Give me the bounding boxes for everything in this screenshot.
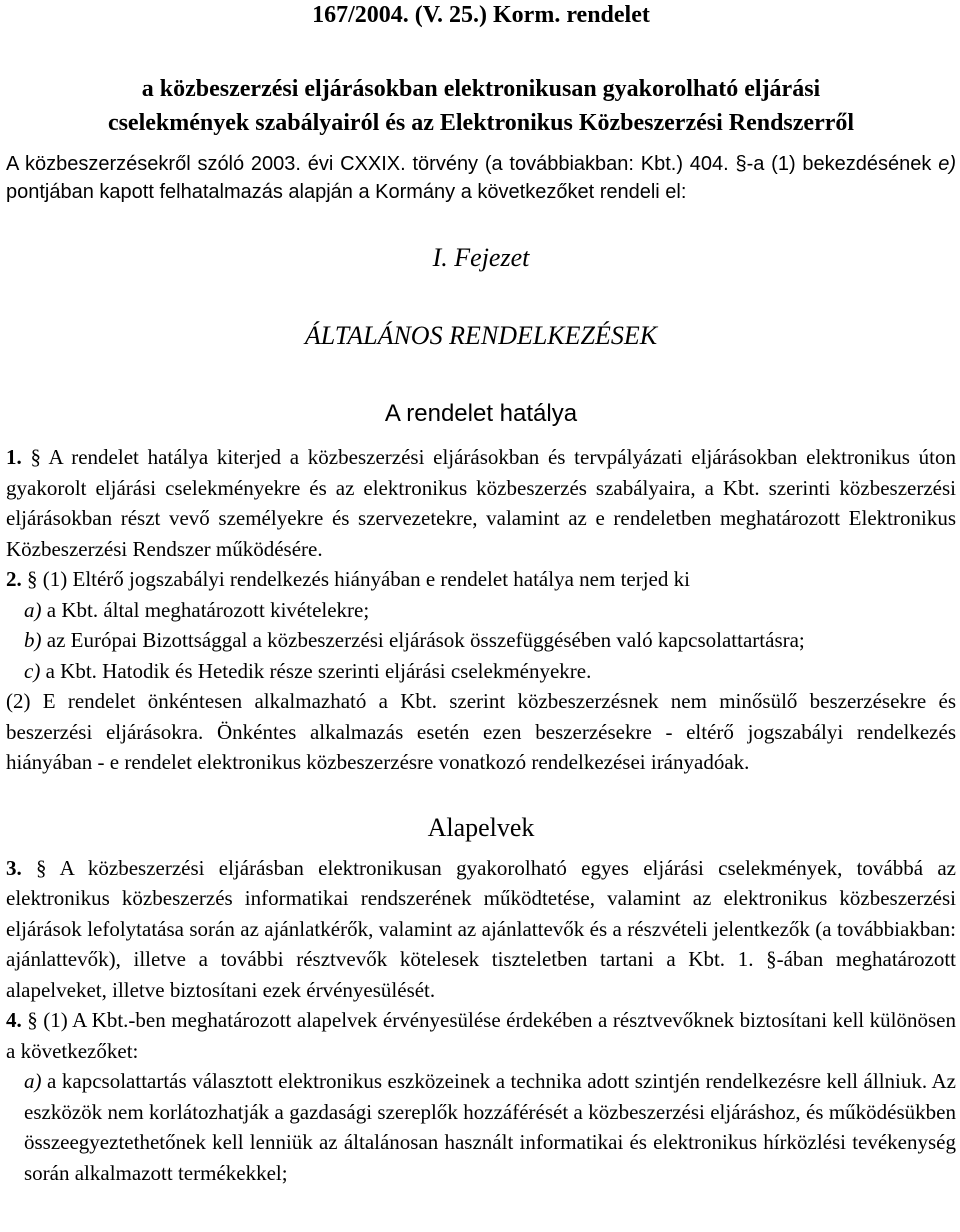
paragraph-1-text: § A rendelet hatálya kiterjed a közbeszerzési eljárásokban és tervpályázati eljárásokban elektronikus úton gyakorolt eljárási cselekményekre és az elektronikus közbeszerzés szabályaira, a Kbt. szerinti közbeszerzési eljárásokban részt vevő személyekre és szervezetekre, valamint az e rendeletben meghatározott Elektronikus Közbeszerzési Rendszer működésére.	[6, 445, 956, 561]
point-c-text: a Kbt. Hatodik és Hetedik része szerinti eljárási cselekményekre.	[40, 658, 592, 683]
paragraph-2-1-text: § (1) Eltérő jogszabályi rendelkezés hiányában e rendelet hatálya nem terjed ki	[21, 567, 690, 591]
paragraph-1	[6, 442, 956, 564]
point-b-label: b)	[24, 628, 42, 652]
paragraph-2-1	[6, 564, 956, 595]
point-c-label: c)	[24, 658, 41, 683]
paragraph-1-number: 1.	[6, 445, 22, 469]
point-a-label: a)	[24, 597, 42, 622]
paragraph-3-number: 3.	[6, 855, 22, 880]
point-b-text: az Európai Bizottsággal a közbeszerzési eljárások összefüggésében való kapcsolattartásra;	[41, 628, 805, 652]
paragraph-2-point-a	[6, 595, 956, 626]
paragraph-3	[6, 853, 956, 1006]
p4-point-a-text: a kapcsolattartás választott elektronikus eszközeinek a technika adott szintjén rendelkezésre kell állniuk. Az eszközök nem korlátozhatják a gazdasági szereplők hozzáférését a közbeszerzési eljáráshoz, és működésükben összeegyeztethetőnek kell lenniük az általánosan használt informatikai és elektronikus hírközlési tevékenység során alkalmazott termékekkel;	[24, 1069, 956, 1185]
section-heading-principles: Alapelvek	[427, 812, 535, 842]
section-heading-scope: A rendelet hatálya	[384, 400, 578, 427]
chapter-number: I. Fejezet	[432, 243, 530, 272]
paragraph-2-number: 2.	[6, 567, 22, 591]
paragraph-3-text: § A közbeszerzési eljárásban elektronikusan gyakorolható egyes eljárási cselekmények, továbbá az elektronikus közbeszerzés informatikai rendszerének működtetése, valamint az elektronikus közbeszerzési eljárások lefolytatása során az ajánlatkérők, valamint az ajánlattevők és a részvételi jelentkezők (a továbbiakban: ajánlattevők), illetve a további résztvevők kötelesek tiszteletben tartani a Kbt. 1. §-ában meghatározott alapelveket, illetve biztosítani ezek érvényesülését.	[6, 855, 956, 1002]
document-title: 167/2004. (V. 25.) Korm. rendelet	[312, 2, 650, 28]
paragraph-2-2	[6, 686, 956, 778]
paragraph-2-point-b	[6, 625, 956, 656]
preamble-part-2: pontjában kapott felhatalmazás alapján a Kormány a következőket rendeli el:	[6, 181, 687, 203]
p4-point-a-label: a)	[24, 1069, 42, 1093]
preamble-point-label: e)	[938, 153, 956, 175]
chapter-title: ÁLTALÁNOS RENDELKEZÉSEK	[304, 321, 658, 350]
preamble	[6, 150, 956, 206]
paragraph-2-2-text: (2) E rendelet önkéntesen alkalmazható a Kbt. szerint közbeszerzésnek nem minősülő beszerzésekre és beszerzési eljárásokra. Önkéntes alkalmazás esetén ezen beszerzésekre - eltérő jogszabályi rendelkezés hiányában - e rendelet elektronikus közbeszerzésre vonatkozó rendelkezései irányadóak.	[6, 689, 956, 774]
paragraph-4-point-a	[6, 1066, 956, 1188]
paragraph-2-point-c	[6, 656, 956, 687]
subtitle-line-2: cselekmények szabályairól és az Elektronikus Közbeszerzési Rendszerről	[107, 110, 855, 136]
subtitle-line-1: a közbeszerzési eljárásokban elektronikusan gyakorolható eljárási	[141, 76, 821, 102]
paragraph-4	[6, 1005, 956, 1066]
paragraph-4-number: 4.	[6, 1008, 22, 1032]
preamble-part-1: A közbeszerzésekről szóló 2003. évi CXXIX. törvény (a továbbiakban: Kbt.) 404. §-a (1) bekezdésének	[6, 153, 939, 175]
paragraph-4-text: § (1) A Kbt.-ben meghatározott alapelvek érvényesülése érdekében a résztvevőknek biztosítani kell különösen a következőket:	[6, 1008, 956, 1063]
document-subtitle	[6, 72, 956, 140]
point-a-text: a Kbt. által meghatározott kivételekre;	[41, 597, 370, 622]
